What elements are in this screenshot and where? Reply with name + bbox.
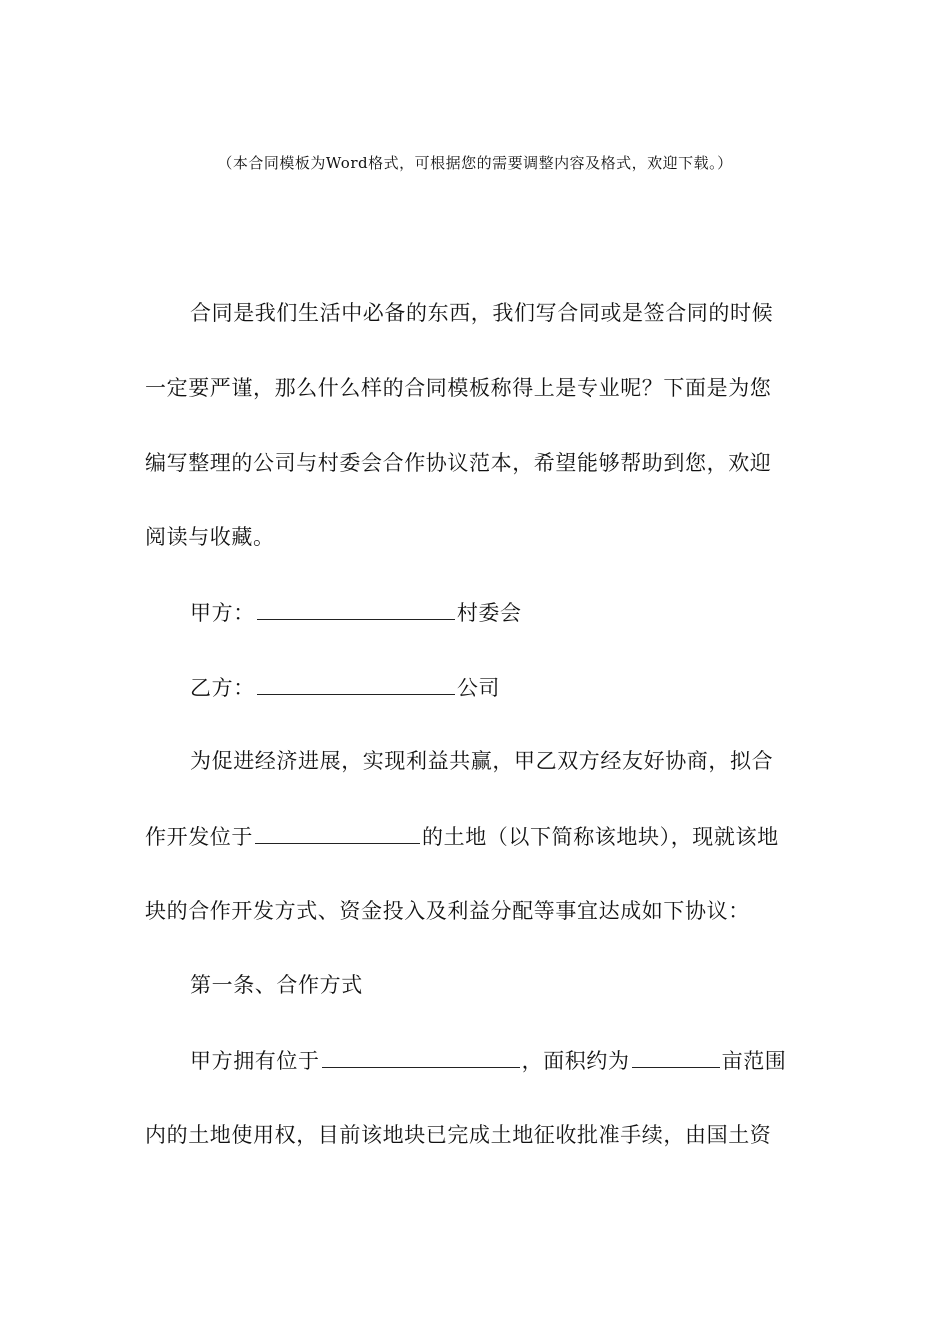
purpose-line-2-prefix: 作开发位于 [145, 825, 253, 849]
purpose-line-2 [145, 821, 815, 852]
purpose-line-3: 块的合作开发方式、资金投入及利益分配等事宜达成如下协议： [145, 899, 750, 923]
intro-line-3: 编写整理的公司与村委会合作协议范本，希望能够帮助到您，欢迎 [145, 451, 772, 475]
article-1-line-1-suffix: 亩范围 [721, 1049, 787, 1073]
purpose-line-1: 为促进经济进展，实现利益共赢，甲乙双方经友好协商，拟合 [190, 749, 774, 773]
article-1-line-1 [190, 1045, 815, 1076]
party-a-suffix: 村委会 [456, 601, 522, 625]
intro-line-4: 阅读与收藏。 [145, 525, 275, 549]
template-note: （本合同模板为Word格式，可根据您的需要调整内容及格式，欢迎下载。） [217, 154, 733, 172]
purpose-line-2-suffix: 的土地（以下简称该地块），现就该地 [422, 825, 779, 849]
party-a-label: 甲方： [190, 601, 255, 625]
article-1-line-2: 内的土地使用权，目前该地块已完成土地征收批准手续，由国土资 [145, 1123, 772, 1147]
area-blank[interactable] [632, 1045, 720, 1068]
party-a-line [190, 597, 815, 628]
party-b-label: 乙方： [190, 676, 255, 700]
article-1-title: 第一条、合作方式 [190, 973, 363, 997]
intro-line-1: 合同是我们生活中必备的东西，我们写合同或是签合同的时候 [190, 301, 774, 325]
intro-line-2: 一定要严谨，那么什么样的合同模板称得上是专业呢？下面是为您 [145, 376, 772, 400]
land-location-blank[interactable] [322, 1045, 520, 1068]
article-1-line-1-prefix: 甲方拥有位于 [190, 1049, 320, 1073]
article-1-line-1-mid: ，面积约为 [521, 1049, 630, 1073]
party-a-blank[interactable] [257, 597, 455, 620]
location-blank[interactable] [255, 821, 420, 844]
party-b-suffix: 公司 [456, 676, 501, 700]
party-b-line [190, 672, 815, 703]
party-b-blank[interactable] [257, 672, 455, 695]
